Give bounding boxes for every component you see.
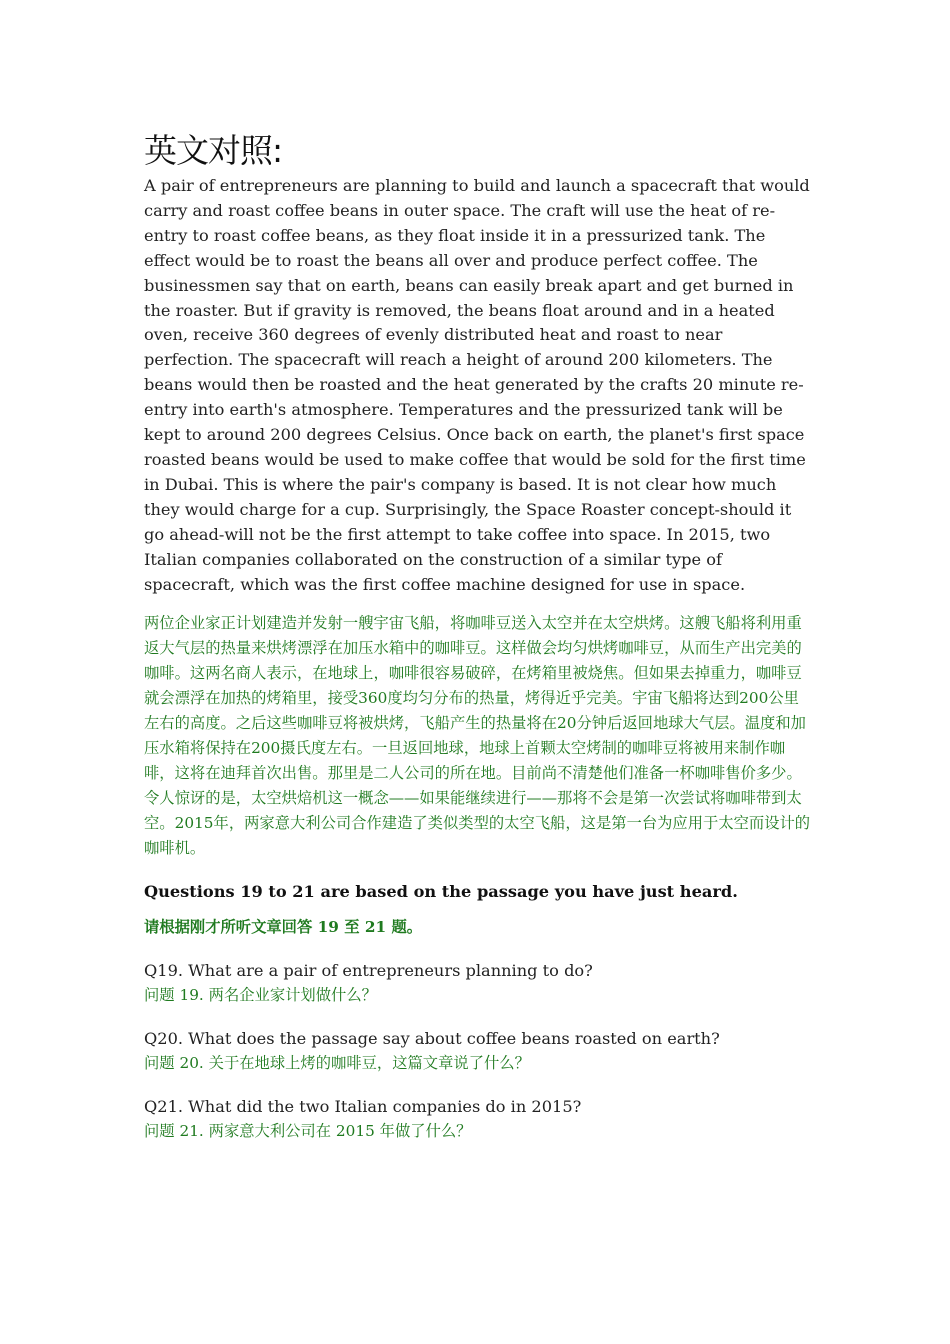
question-19 [144,958,812,1008]
question-zh: 问题 19. 两名企业家计划做什么？ [144,986,377,1005]
english-passage: A pair of entrepreneurs are planning to build and launch a spacecraft that would carry and roast coffee beans in outer space. The craft will use the heat of re-entry to roast coffee beans, as they float inside it in a pressurized tank. The effect would be to roast the beans all over and produce perfect coffee. The businessmen say that on earth, beans can easily break apart and get burned in the roaster. But if gravity is removed, the beans float around and in a heated oven, receive 360 degrees of evenly distributed heat and roast to near perfection. The spacecraft will reach a height of around 200 kilometers. The beans would then be roasted and the heat generated by the crafts 20 minute re-entry into earth's atmosphere. Temperatures and the pressurized tank will be kept to around 200 degrees Celsius. Once back on earth, the planet's first space roasted beans would be used to make coffee that would be sold for the first time in Dubai. This is where the pair's company is based. It is not clear how much they would charge for a cup. Surprisingly, the Space Roaster concept-should it go ahead-will not be the first attempt to take coffee into space. In 2015, two Italian companies collaborated on the construction of a similar type of spacecraft, which was the first coffee machine designed for use in space. [144,176,810,594]
document-page [144,128,812,1144]
question-en: Q20. What does the passage say about coffee beans roasted on earth? [144,1029,720,1049]
question-en: Q21. What did the two Italian companies do in 2015? [144,1097,582,1117]
page-title: 英文对照: [144,131,283,170]
questions-heading-en: Questions 19 to 21 are based on the passage you have just heard. [144,882,738,902]
question-en: Q19. What are a pair of entrepreneurs planning to do? [144,961,593,981]
question-20 [144,1026,812,1076]
question-zh: 问题 20. 关于在地球上烤的咖啡豆，这篇文章说了什么？ [144,1054,530,1073]
chinese-passage: 两位企业家正计划建造并发射一艘宇宙飞船，将咖啡豆送入太空并在太空烘烤。这艘飞船将利用重返大气层的热量来烘烤漂浮在加压水箱中的咖啡豆。这样做会均匀烘烤咖啡豆，从而生产出完美的咖啡。这两名商人表示，在地球上，咖啡很容易破碎，在烤箱里被烧焦。但如果去掉重力，咖啡豆就会漂浮在加热的烤箱里，接受360度均匀分布的热量，烤得近乎完美。宇宙飞船将达到200公里左右的高度。之后这些咖啡豆将被烘烤，飞船产生的热量将在20分钟后返回地球大气层。温度和加压水箱将保持在200摄氏度左右。一旦返回地球，地球上首颗太空烤制的咖啡豆将被用来制作咖啡，这将在迪拜首次出售。那里是二人公司的所在地。目前尚不清楚他们准备一杯咖啡售价多少。令人惊讶的是，太空烘焙机这一概念——如果能继续进行——那将不会是第一次尝试将咖啡带到太空。2015年，两家意大利公司合作建造了类似类型的太空飞船，这是第一台为应用于太空而设计的咖啡机。 [144,614,811,858]
questions-heading-zh: 请根据刚才所听文章回答 19 至 21 题。 [144,918,423,937]
question-21 [144,1094,812,1144]
question-zh: 问题 21. 两家意大利公司在 2015 年做了什么？ [144,1122,472,1141]
